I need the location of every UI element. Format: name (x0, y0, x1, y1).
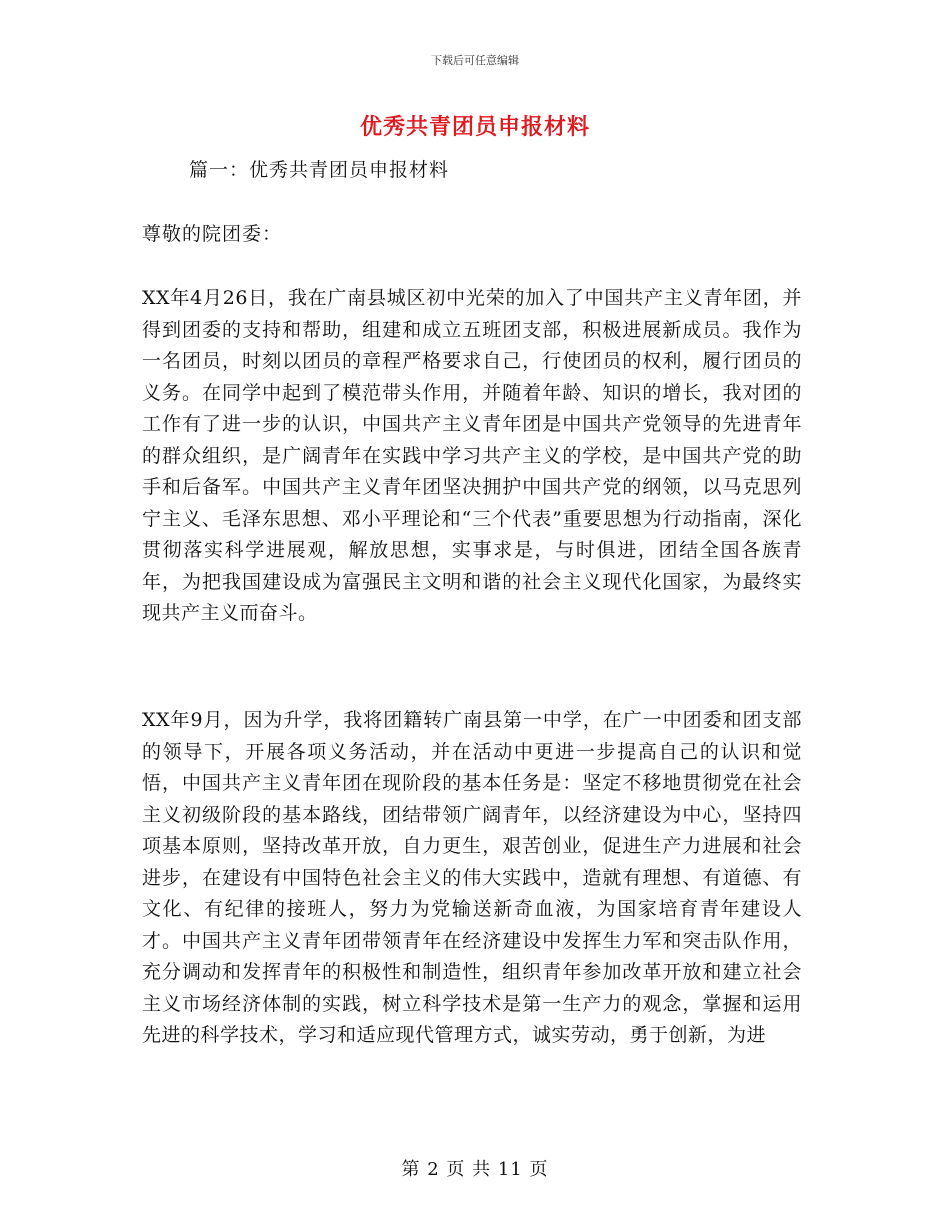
body-paragraph-2: XX年9月，因为升学，我将团籍转广南县第一中学，在广一中团委和团支部的领导下，开展各项义务活动，并在活动中更进一步提高自己的认识和觉悟，中国共产主义青年团在现阶段的基本任务是：坚定不移地贯彻党在社会主义初级阶段的基本路线，团结带领广阔青年，以经济建设为中心，坚持四项基本原则，坚持改革开放，自力更生，艰苦创业，促进生产力进展和社会进步，在建设有中国特色社会主义的伟大实践中，造就有理想、有道德、有文化、有纪律的接班人，努力为党输送新奇血液，为国家培育青年建设人才。中国共产主义青年团带领青年在经济建设中发挥生力军和突击队作用，充分调动和发挥青年的积极性和制造性，组织青年参加改革开放和建立社会主义市场经济体制的实践，树立科学技术是第一生产力的观念，掌握和运用先进的科学技术，学习和适应现代管理方式，诚实劳动，勇于创新，为进 (142, 709, 802, 1046)
document-subtitle: 篇一：优秀共青团员申报材料 (189, 159, 450, 181)
header-note: 下载后可任意编辑 (431, 54, 519, 67)
page-number: 第 2 页 共 11 页 (401, 1159, 549, 1180)
salutation: 尊敬的院团委： (142, 223, 283, 245)
document-title: 优秀共青团员申报材料 (359, 114, 590, 140)
body-paragraph-1: XX年4月26日，我在广南县城区初中光荣的加入了中国共产主义青年团，并得到团委的支持和帮助，组建和成立五班团支部，积极进展新成员。我作为一名团员，时刻以团员的章程严格要求自己，行使团员的权利，履行团员的义务。在同学中起到了模范带头作用，并随着年龄、知识的增长，我对团的工作有了进一步的认识，中国共产主义青年团是中国共产党领导的先进青年的群众组织，是广阔青年在实践中学习共产主义的学校，是中国共产党的助手和后备军。中国共产主义青年团坚决拥护中国共产党的纲领，以马克思列宁主义、毛泽东思想、邓小平理论和“三个代表”重要思想为行动指南，深化贯彻落实科学进展观，解放思想，实事求是，与时俱进，团结全国各族青年，为把我国建设成为富强民主文明和谐的社会主义现代化国家，为最终实现共产主义而奋斗。 (142, 287, 802, 624)
